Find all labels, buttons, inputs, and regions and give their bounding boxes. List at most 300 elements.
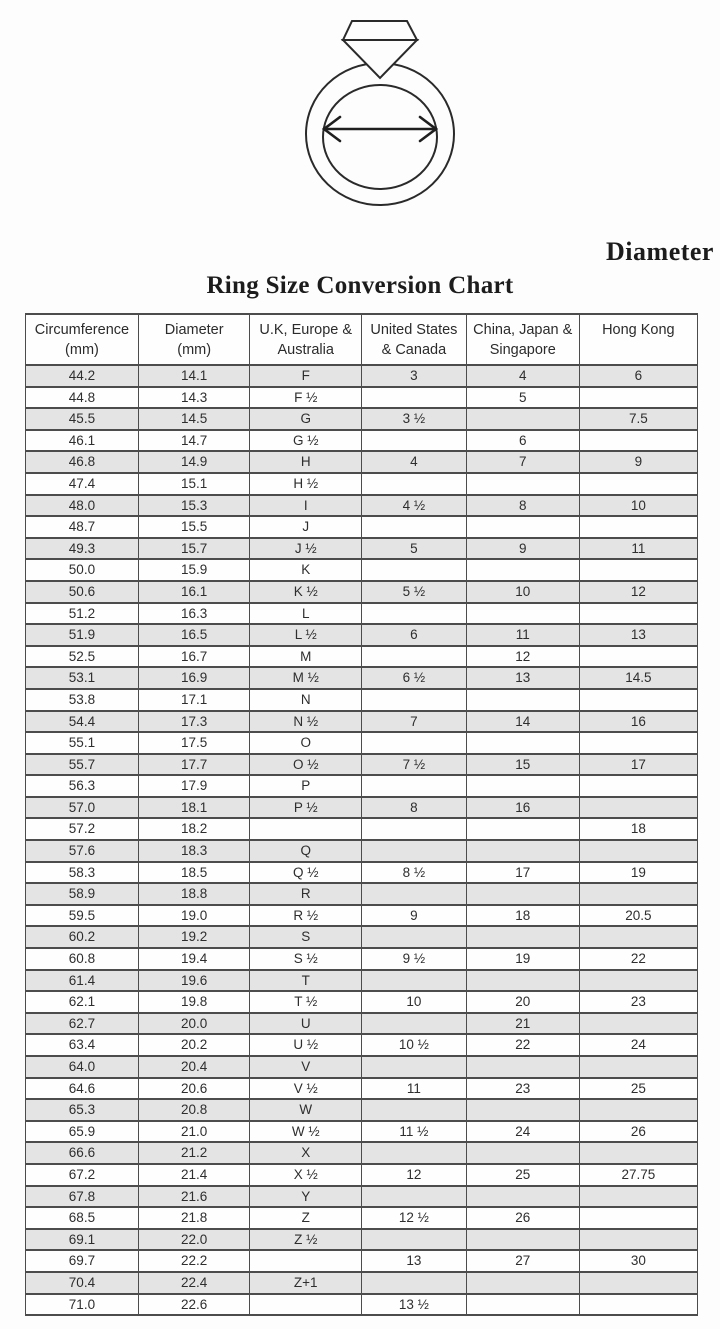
table-cell: 15 xyxy=(466,754,579,776)
table-cell: 7 xyxy=(466,451,579,473)
table-cell: 19 xyxy=(466,948,579,970)
table-cell: P ½ xyxy=(250,797,362,819)
table-cell: 17 xyxy=(579,754,697,776)
table-cell: 57.0 xyxy=(26,797,139,819)
table-row xyxy=(26,495,698,517)
table-cell: M xyxy=(250,646,362,668)
table-cell: 18.8 xyxy=(138,883,250,905)
table-cell: 64.0 xyxy=(26,1056,139,1078)
ring-size-conversion-table xyxy=(25,313,698,1316)
table-cell: 4 xyxy=(466,365,579,387)
table-cell: K xyxy=(250,559,362,581)
table-row xyxy=(26,538,698,560)
table-row xyxy=(26,1078,698,1100)
table-cell: 47.4 xyxy=(26,473,139,495)
table-cell: 14.9 xyxy=(138,451,250,473)
table-cell xyxy=(466,840,579,862)
table-cell: U xyxy=(250,1013,362,1035)
table-cell xyxy=(579,603,697,625)
table-row xyxy=(26,408,698,430)
table-cell: 68.5 xyxy=(26,1207,139,1229)
table-cell: 15.3 xyxy=(138,495,250,517)
table-row xyxy=(26,1229,698,1251)
table-cell: 14.1 xyxy=(138,365,250,387)
table-cell: 16.1 xyxy=(138,581,250,603)
table-cell: 50.6 xyxy=(26,581,139,603)
table-cell xyxy=(361,689,466,711)
table-cell: M ½ xyxy=(250,667,362,689)
table-cell: 19 xyxy=(579,862,697,884)
table-cell xyxy=(579,1207,697,1229)
table-cell: X xyxy=(250,1142,362,1164)
table-cell: 17 xyxy=(466,862,579,884)
table-cell: S xyxy=(250,926,362,948)
column-header-label: U.K, Europe & xyxy=(259,322,353,338)
table-cell: 51.9 xyxy=(26,624,139,646)
table-cell: 58.9 xyxy=(26,883,139,905)
column-header-sublabel: & Canada xyxy=(381,342,447,358)
table-cell: 17.7 xyxy=(138,754,250,776)
table-row xyxy=(26,1250,698,1272)
table-cell xyxy=(466,516,579,538)
table-cell: L ½ xyxy=(250,624,362,646)
table-cell: 12 xyxy=(466,646,579,668)
table-cell xyxy=(466,926,579,948)
table-cell: F ½ xyxy=(250,387,362,409)
table-cell: 58.3 xyxy=(26,862,139,884)
table-cell: 57.6 xyxy=(26,840,139,862)
table-row xyxy=(26,1142,698,1164)
table-cell: 10 xyxy=(361,991,466,1013)
table-cell: 50.0 xyxy=(26,559,139,581)
table-row xyxy=(26,1034,698,1056)
diameter-label: Diameter xyxy=(606,237,714,266)
table-row xyxy=(26,1121,698,1143)
table-cell xyxy=(579,797,697,819)
table-cell: Q xyxy=(250,840,362,862)
table-cell: 19.2 xyxy=(138,926,250,948)
table-cell: 23 xyxy=(466,1078,579,1100)
column-header-label: Circumference xyxy=(34,322,130,338)
table-row xyxy=(26,1099,698,1121)
table-row xyxy=(26,797,698,819)
table-cell xyxy=(361,1186,466,1208)
table-cell: N ½ xyxy=(250,711,362,733)
table-cell: 54.4 xyxy=(26,711,139,733)
table-cell xyxy=(579,732,697,754)
table-cell: 18.3 xyxy=(138,840,250,862)
table-cell: 56.3 xyxy=(26,775,139,797)
table-cell: 11 xyxy=(579,538,697,560)
table-cell: 5 ½ xyxy=(361,581,466,603)
table-row xyxy=(26,581,698,603)
table-cell: 55.7 xyxy=(26,754,139,776)
table-cell: 8 xyxy=(361,797,466,819)
table-cell xyxy=(466,970,579,992)
table-row xyxy=(26,473,698,495)
table-row xyxy=(26,430,698,452)
table-cell: 7.5 xyxy=(579,408,697,430)
table-cell: 21.8 xyxy=(138,1207,250,1229)
table-cell: 46.8 xyxy=(26,451,139,473)
table-cell: 67.2 xyxy=(26,1164,139,1186)
column-header-circumference xyxy=(26,314,139,365)
table-cell xyxy=(250,1294,362,1316)
table-cell: 14.5 xyxy=(579,667,697,689)
table-cell: X ½ xyxy=(250,1164,362,1186)
table-row xyxy=(26,991,698,1013)
table-cell: 27 xyxy=(466,1250,579,1272)
table-cell xyxy=(579,473,697,495)
table-cell xyxy=(466,775,579,797)
table-cell: 14.7 xyxy=(138,430,250,452)
table-cell: 13 xyxy=(361,1250,466,1272)
table-cell xyxy=(579,1186,697,1208)
table-row xyxy=(26,883,698,905)
column-header-sublabel: (mm) xyxy=(177,342,212,358)
table-cell: Q ½ xyxy=(250,862,362,884)
table-cell: 19.0 xyxy=(138,905,250,927)
table-cell: 5 xyxy=(361,538,466,560)
table-cell xyxy=(361,559,466,581)
table-cell xyxy=(466,603,579,625)
column-header-diameter xyxy=(138,314,250,365)
table-cell: J xyxy=(250,516,362,538)
table-cell xyxy=(466,1099,579,1121)
table-row xyxy=(26,624,698,646)
table-row xyxy=(26,970,698,992)
table-cell: 71.0 xyxy=(26,1294,139,1316)
table-cell: 60.2 xyxy=(26,926,139,948)
table-cell: J ½ xyxy=(250,538,362,560)
table-cell: U ½ xyxy=(250,1034,362,1056)
table-row xyxy=(26,387,698,409)
table-cell xyxy=(361,387,466,409)
table-cell: 7 ½ xyxy=(361,754,466,776)
table-cell: O ½ xyxy=(250,754,362,776)
table-cell: 12 xyxy=(361,1164,466,1186)
table-row xyxy=(26,818,698,840)
table-cell xyxy=(579,1056,697,1078)
table-cell: 11 ½ xyxy=(361,1121,466,1143)
table-cell: H xyxy=(250,451,362,473)
table-cell xyxy=(579,1013,697,1035)
table-cell: 8 ½ xyxy=(361,862,466,884)
table-cell: 5 xyxy=(466,387,579,409)
table-cell: 20.6 xyxy=(138,1078,250,1100)
table-row xyxy=(26,1207,698,1229)
column-header-label: Diameter xyxy=(164,322,224,338)
table-cell: 44.8 xyxy=(26,387,139,409)
table-cell: 21.4 xyxy=(138,1164,250,1186)
table-cell: Y xyxy=(250,1186,362,1208)
table-cell: 13 ½ xyxy=(361,1294,466,1316)
table-cell: 21.2 xyxy=(138,1142,250,1164)
table-cell xyxy=(361,926,466,948)
table-cell: 65.3 xyxy=(26,1099,139,1121)
table-cell: 17.1 xyxy=(138,689,250,711)
table-cell: 15.5 xyxy=(138,516,250,538)
column-header-label: China, Japan & xyxy=(473,322,573,338)
table-cell: Z ½ xyxy=(250,1229,362,1251)
table-cell xyxy=(579,559,697,581)
table-cell xyxy=(466,818,579,840)
table-cell: 24 xyxy=(466,1121,579,1143)
table-cell xyxy=(466,1142,579,1164)
table-row xyxy=(26,1164,698,1186)
table-cell: 62.7 xyxy=(26,1013,139,1035)
table-cell: 65.9 xyxy=(26,1121,139,1143)
table-row xyxy=(26,926,698,948)
table-cell xyxy=(361,1099,466,1121)
table-row xyxy=(26,1186,698,1208)
table-cell: 13 xyxy=(466,667,579,689)
table-cell: 51.2 xyxy=(26,603,139,625)
table-cell: 9 ½ xyxy=(361,948,466,970)
table-cell xyxy=(466,1272,579,1294)
table-cell: 6 ½ xyxy=(361,667,466,689)
table-cell: 20.0 xyxy=(138,1013,250,1035)
table-cell: 57.2 xyxy=(26,818,139,840)
column-header-label: United States xyxy=(370,322,458,338)
table-cell: 26 xyxy=(466,1207,579,1229)
table-row xyxy=(26,451,698,473)
column-header-label: Hong Kong xyxy=(602,322,675,338)
ring-band xyxy=(306,63,454,205)
table-cell xyxy=(466,473,579,495)
table-row xyxy=(26,711,698,733)
table-cell: G xyxy=(250,408,362,430)
table-cell: 69.1 xyxy=(26,1229,139,1251)
table-cell: 52.5 xyxy=(26,646,139,668)
table-cell xyxy=(361,516,466,538)
table-cell: W ½ xyxy=(250,1121,362,1143)
table-cell: 24 xyxy=(579,1034,697,1056)
table-cell xyxy=(466,1056,579,1078)
table-header xyxy=(26,314,698,365)
table-cell: 12 ½ xyxy=(361,1207,466,1229)
table-row xyxy=(26,689,698,711)
table-cell xyxy=(361,473,466,495)
table-cell xyxy=(361,1229,466,1251)
table-cell xyxy=(361,1142,466,1164)
table-cell: S ½ xyxy=(250,948,362,970)
table-cell: T ½ xyxy=(250,991,362,1013)
column-header-sublabel: Australia xyxy=(277,342,334,358)
table-cell: 23 xyxy=(579,991,697,1013)
table-cell xyxy=(361,840,466,862)
table-cell: 13 xyxy=(579,624,697,646)
table-cell: 16.7 xyxy=(138,646,250,668)
table-cell: 30 xyxy=(579,1250,697,1272)
table-cell xyxy=(579,970,697,992)
table-cell: 19.6 xyxy=(138,970,250,992)
table-cell: 6 xyxy=(361,624,466,646)
table-cell xyxy=(361,1056,466,1078)
table-cell: 59.5 xyxy=(26,905,139,927)
table-cell: 27.75 xyxy=(579,1164,697,1186)
table-row xyxy=(26,559,698,581)
table-cell: 8 xyxy=(466,495,579,517)
table-cell xyxy=(466,408,579,430)
table-cell xyxy=(579,840,697,862)
table-cell: 62.1 xyxy=(26,991,139,1013)
table-cell: 10 xyxy=(579,495,697,517)
column-header-u-k-europe xyxy=(250,314,362,365)
table-cell: 6 xyxy=(466,430,579,452)
table-cell: 3 ½ xyxy=(361,408,466,430)
table-cell: 45.5 xyxy=(26,408,139,430)
table-cell xyxy=(250,1250,362,1272)
table-cell: T xyxy=(250,970,362,992)
table-cell: 10 ½ xyxy=(361,1034,466,1056)
table-cell: 63.4 xyxy=(26,1034,139,1056)
table-cell: 17.5 xyxy=(138,732,250,754)
table-cell: 20.8 xyxy=(138,1099,250,1121)
table-cell xyxy=(361,818,466,840)
table-cell xyxy=(361,646,466,668)
table-row xyxy=(26,905,698,927)
table-cell xyxy=(579,689,697,711)
table-cell xyxy=(579,430,697,452)
ring-diameter-illustration xyxy=(300,15,714,266)
table-cell: 22.0 xyxy=(138,1229,250,1251)
table-cell: 69.7 xyxy=(26,1250,139,1272)
table-cell xyxy=(579,1294,697,1316)
table-cell: 17.3 xyxy=(138,711,250,733)
table-cell xyxy=(361,603,466,625)
table-cell: 10 xyxy=(466,581,579,603)
table-cell: 21 xyxy=(466,1013,579,1035)
table-cell: V xyxy=(250,1056,362,1078)
table-cell: O xyxy=(250,732,362,754)
table-cell: 3 xyxy=(361,365,466,387)
table-cell: 15.9 xyxy=(138,559,250,581)
table-cell: 20.4 xyxy=(138,1056,250,1078)
diameter-arrow xyxy=(324,117,436,141)
table-cell: 12 xyxy=(579,581,697,603)
table-cell xyxy=(579,1099,697,1121)
table-cell: 20.5 xyxy=(579,905,697,927)
table-cell: Z xyxy=(250,1207,362,1229)
table-cell: 6 xyxy=(579,365,697,387)
table-cell: R xyxy=(250,883,362,905)
table-cell xyxy=(579,516,697,538)
table-row xyxy=(26,732,698,754)
table-row xyxy=(26,754,698,776)
table-cell xyxy=(361,970,466,992)
table-cell: F xyxy=(250,365,362,387)
table-cell: 55.1 xyxy=(26,732,139,754)
table-cell: 26 xyxy=(579,1121,697,1143)
table-body xyxy=(26,365,698,1315)
table-row xyxy=(26,775,698,797)
table-cell: 44.2 xyxy=(26,365,139,387)
table-cell xyxy=(361,430,466,452)
table-cell: 53.1 xyxy=(26,667,139,689)
diamond-icon xyxy=(343,21,417,78)
table-cell: 25 xyxy=(579,1078,697,1100)
table-cell: 4 xyxy=(361,451,466,473)
table-row xyxy=(26,948,698,970)
table-cell: 22.2 xyxy=(138,1250,250,1272)
table-row xyxy=(26,840,698,862)
page-title: Ring Size Conversion Chart xyxy=(206,272,514,299)
table-cell: 20.2 xyxy=(138,1034,250,1056)
table-cell: Z+1 xyxy=(250,1272,362,1294)
table-cell xyxy=(466,732,579,754)
table-header-row xyxy=(26,314,698,365)
table-cell: K ½ xyxy=(250,581,362,603)
table-cell: 15.1 xyxy=(138,473,250,495)
table-cell: 70.4 xyxy=(26,1272,139,1294)
table-row xyxy=(26,516,698,538)
table-cell: 21.6 xyxy=(138,1186,250,1208)
table-cell: 64.6 xyxy=(26,1078,139,1100)
table-cell: 67.8 xyxy=(26,1186,139,1208)
table-cell xyxy=(579,1142,697,1164)
table-cell: R ½ xyxy=(250,905,362,927)
table-cell xyxy=(579,646,697,668)
table-cell: 20 xyxy=(466,991,579,1013)
table-cell xyxy=(579,775,697,797)
table-cell: 16.5 xyxy=(138,624,250,646)
table-row xyxy=(26,1056,698,1078)
table-cell: P xyxy=(250,775,362,797)
table-cell: 25 xyxy=(466,1164,579,1186)
table-cell: 61.4 xyxy=(26,970,139,992)
table-row xyxy=(26,365,698,387)
table-cell: 14.5 xyxy=(138,408,250,430)
table-cell: 18 xyxy=(579,818,697,840)
table-cell: W xyxy=(250,1099,362,1121)
table-cell xyxy=(466,1229,579,1251)
column-header-sublabel: Singapore xyxy=(489,342,556,358)
table-cell: 22.4 xyxy=(138,1272,250,1294)
table-cell xyxy=(466,689,579,711)
table-cell: 18.5 xyxy=(138,862,250,884)
table-row xyxy=(26,862,698,884)
table-cell: 11 xyxy=(466,624,579,646)
table-cell: 16 xyxy=(466,797,579,819)
table-cell: 22 xyxy=(579,948,697,970)
table-cell xyxy=(361,775,466,797)
table-row xyxy=(26,646,698,668)
table-cell: 19.8 xyxy=(138,991,250,1013)
table-cell: 14.3 xyxy=(138,387,250,409)
table-cell: I xyxy=(250,495,362,517)
table-cell: 49.3 xyxy=(26,538,139,560)
column-header-united-states xyxy=(361,314,466,365)
table-cell xyxy=(250,818,362,840)
table-cell: 17.9 xyxy=(138,775,250,797)
table-cell: 60.8 xyxy=(26,948,139,970)
table-cell xyxy=(466,883,579,905)
table-cell: 9 xyxy=(579,451,697,473)
table-cell: 48.7 xyxy=(26,516,139,538)
table-cell: 4 ½ xyxy=(361,495,466,517)
table-cell: 21.0 xyxy=(138,1121,250,1143)
table-cell: 46.1 xyxy=(26,430,139,452)
column-header-china-japan xyxy=(466,314,579,365)
table-cell: 18.2 xyxy=(138,818,250,840)
column-header-sublabel: (mm) xyxy=(65,342,99,358)
table-cell: 9 xyxy=(361,905,466,927)
table-cell: G ½ xyxy=(250,430,362,452)
table-cell xyxy=(361,732,466,754)
table-row xyxy=(26,603,698,625)
table-cell xyxy=(466,559,579,581)
